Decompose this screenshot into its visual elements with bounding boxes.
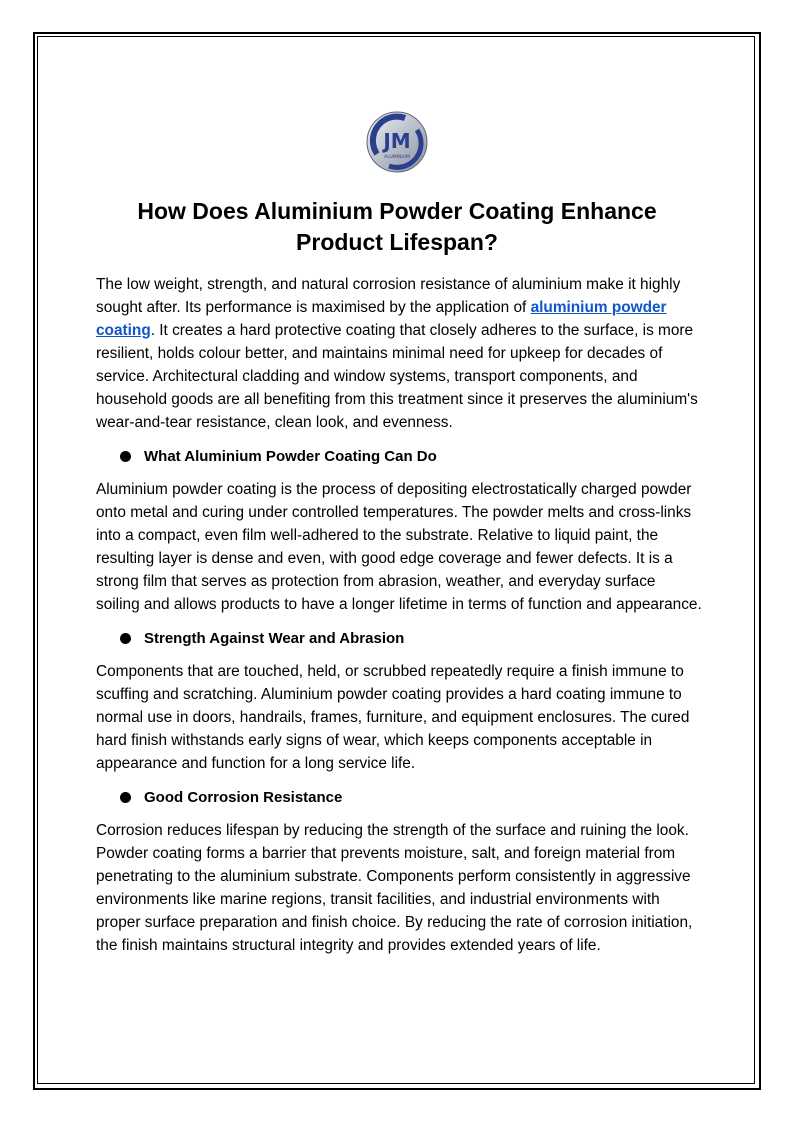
section-heading [96, 445, 702, 468]
logo-initials: JM [383, 129, 411, 153]
aluminium-powder-coating-link[interactable]: aluminium powder coating [96, 299, 667, 339]
section-paragraph: Corrosion reduces lifespan by reducing the strength of the surface and ruining the look. Powder coating forms a barrier that prevents moisture, salt, and foreign material from penetrating to the aluminium substrate. Components perform consistently in aggressive environments like marine regions, transit facilities, and industrial environments with proper surface preparation and finish choice. By reducing the rate of corrosion initiation, the finish maintains structural integrity and provides extended years of life. [96, 822, 693, 954]
intro-paragraph [96, 273, 702, 434]
section-heading-text: Good Corrosion Resistance [144, 789, 343, 806]
logo-subtitle: ALUMINIUM [384, 155, 410, 160]
page-title: How Does Aluminium Powder Coating Enhance Product Lifespan? [137, 198, 657, 255]
bullet-icon [120, 792, 131, 803]
intro-text-before: The low weight, strength, and natural corrosion resistance of aluminium make it highly sought after. Its performance is maximised by the application of [96, 276, 681, 316]
section-heading [96, 786, 702, 809]
section-heading-text: Strength Against Wear and Abrasion [144, 630, 405, 647]
section-heading-text: What Aluminium Powder Coating Can Do [144, 448, 437, 465]
section-paragraph: Aluminium powder coating is the process of depositing electrostatically charged powder onto metal and curing under controlled temperatures. The powder melts and cross-links into a compact, even film well-adhered to the substrate. Relative to liquid paint, the resulting layer is dense and even, with good edge coverage and fewer defects. It is a strong film that serves as protection from abrasion, weather, and everyday surface soiling and allows products to have a longer lifetime in terms of function and appearance. [96, 481, 702, 613]
bullet-icon [120, 633, 131, 644]
section-heading [96, 627, 702, 650]
article-content [96, 273, 702, 957]
jm-aluminium-logo-icon [365, 110, 429, 174]
bullet-icon [120, 451, 131, 462]
intro-text-after: . It creates a hard protective coating that closely adheres to the surface, is more resilient, holds colour better, and maintains minimal need for upkeep for decades of service. Architectural cladding and window systems, transport components, and household goods are all benefiting from this treatment since it preserves the aluminium's wear-and-tear resistance, clean look, and evenness. [96, 322, 698, 431]
section-paragraph: Components that are touched, held, or scrubbed repeatedly require a finish immune to scuffing and scratching. Aluminium powder coating provides a hard coating immune to normal use in doors, handrails, frames, furniture, and equipment enclosures. The cured hard finish withstands early signs of wear, which keeps components acceptable in appearance and function for a long service life. [96, 663, 690, 772]
